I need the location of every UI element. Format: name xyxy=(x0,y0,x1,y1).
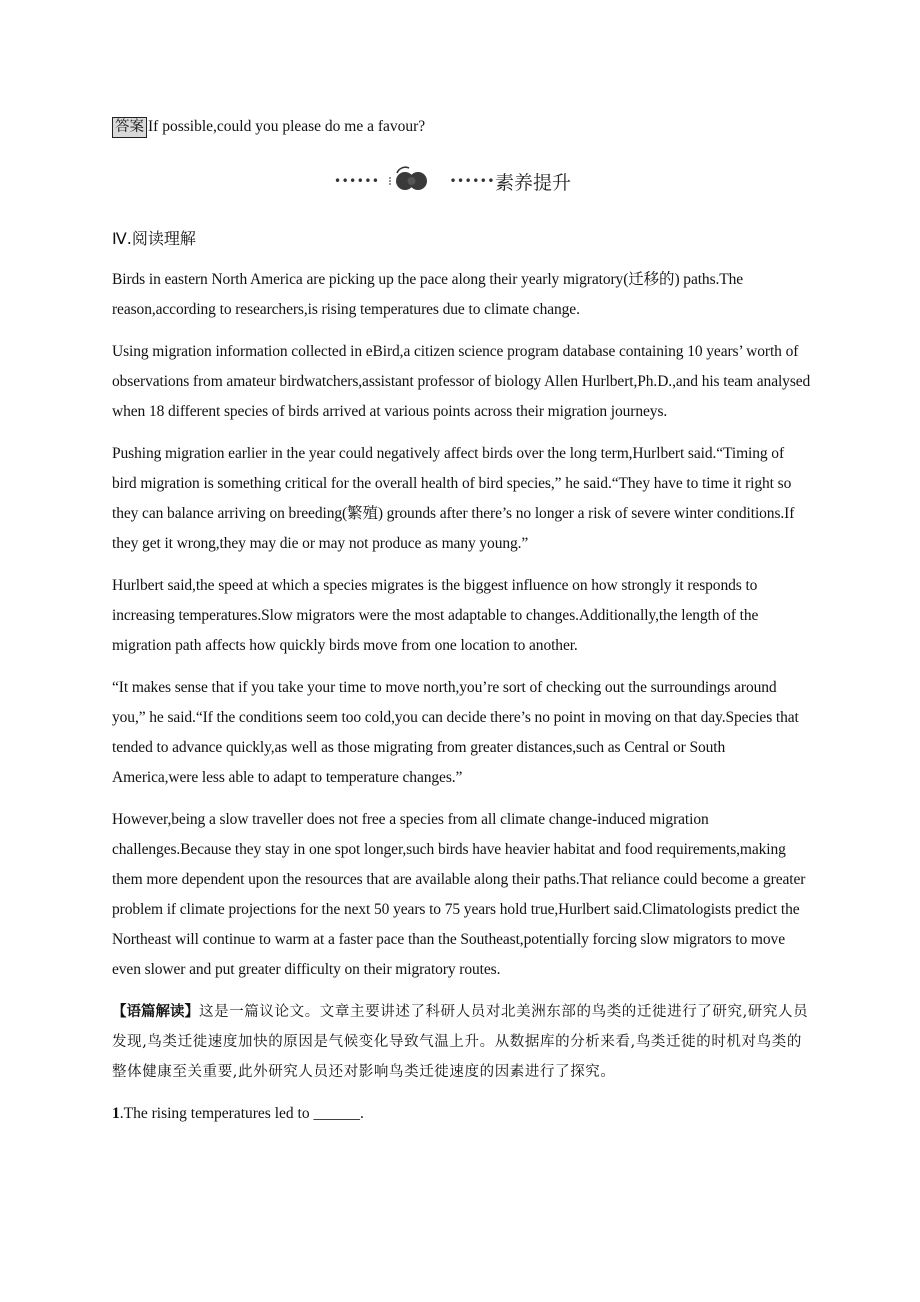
double-circle-icon xyxy=(385,164,431,199)
question-1 xyxy=(112,1099,812,1129)
passage-analysis xyxy=(112,997,812,1087)
passage-paragraph: “It makes sense that if you take your time to move north,you’re sort of checking out the surroundings around you,” he said.“If the conditions seem too cold,you can decide there’s no point in moving on that day.Species that tended to advance quickly,as well as those migrating from greater distances,such as Central or South America,were less able to adapt to temperature changes.” xyxy=(112,679,799,786)
answer-badge: 答案 xyxy=(112,117,147,138)
passage-paragraph: However,being a slow traveller does not free a species from all climate change-induced migration challenges.Because they stay in one spot longer,such birds have heavier habitat and food requirements,making them more dependent upon the resources that are available along their paths.That reliance could become a greater problem if climate projections for the next 50 years to 75 years hold true,Hurlbert said.Climatologists predict the Northeast will continue to warm at a faster pace than the Southeast,potentially forcing slow migrators to move even slower and put greater difficulty on their migratory routes. xyxy=(112,811,806,978)
answer-text: If possible,could you please do me a favour? xyxy=(148,118,426,135)
question-number: 1 xyxy=(112,1105,120,1122)
reading-passage xyxy=(112,265,812,1129)
passage-paragraph: Pushing migration earlier in the year could negatively affect birds over the long term,Hurlbert said.“Timing of bird migration is something critical for the overall health of bird species,” he said.“They have to time it right so they can balance arriving on breeding(繁殖) grounds after there’s no longer a risk of severe winter conditions.If they get it wrong,they may die or may not produce as many young.” xyxy=(112,445,795,552)
answer-line xyxy=(112,116,425,138)
passage-paragraph: Using migration information collected in eBird,a citizen science program database containing 10 years’ worth of observations from amateur birdwatchers,assistant professor of biology Allen Hurlbert,Ph.D.,and his team analysed when 18 different species of birds arrived at various points across their migration journeys. xyxy=(112,343,811,420)
analysis-text: 这是一篇议论文。文章主要讲述了科研人员对北美洲东部的鸟类的迁徙进行了研究,研究人员发现,鸟类迁徙速度加快的原因是气候变化导致气温上升。从数据库的分析来看,鸟类迁徙的时机对鸟类的整体健康至关重要,此外研究人员还对影响鸟类迁徙速度的因素进行了探究。 xyxy=(112,1004,809,1080)
section-banner xyxy=(334,166,571,196)
banner-title: 素养提升 xyxy=(494,171,571,194)
passage-paragraph: Birds in eastern North America are picking up the pace along their yearly migratory(迁移的) paths.The reason,according to researchers,is rising temperatures due to climate change. xyxy=(112,271,744,318)
banner-dots-left: •••••• xyxy=(334,174,380,188)
section-heading: Ⅳ.阅读理解 xyxy=(112,229,196,248)
passage-paragraph: Hurlbert said,the speed at which a species migrates is the biggest influence on how strongly it responds to increasing temperatures.Slow migrators were the most adaptable to changes.Additionally,the length of the migration path affects how quickly birds move from one location to another. xyxy=(112,577,759,654)
banner-dots-right: •••••• xyxy=(449,174,495,188)
question-text: .The rising temperatures led to ______. xyxy=(119,1105,364,1122)
analysis-label: 【语篇解读】 xyxy=(112,1004,199,1020)
